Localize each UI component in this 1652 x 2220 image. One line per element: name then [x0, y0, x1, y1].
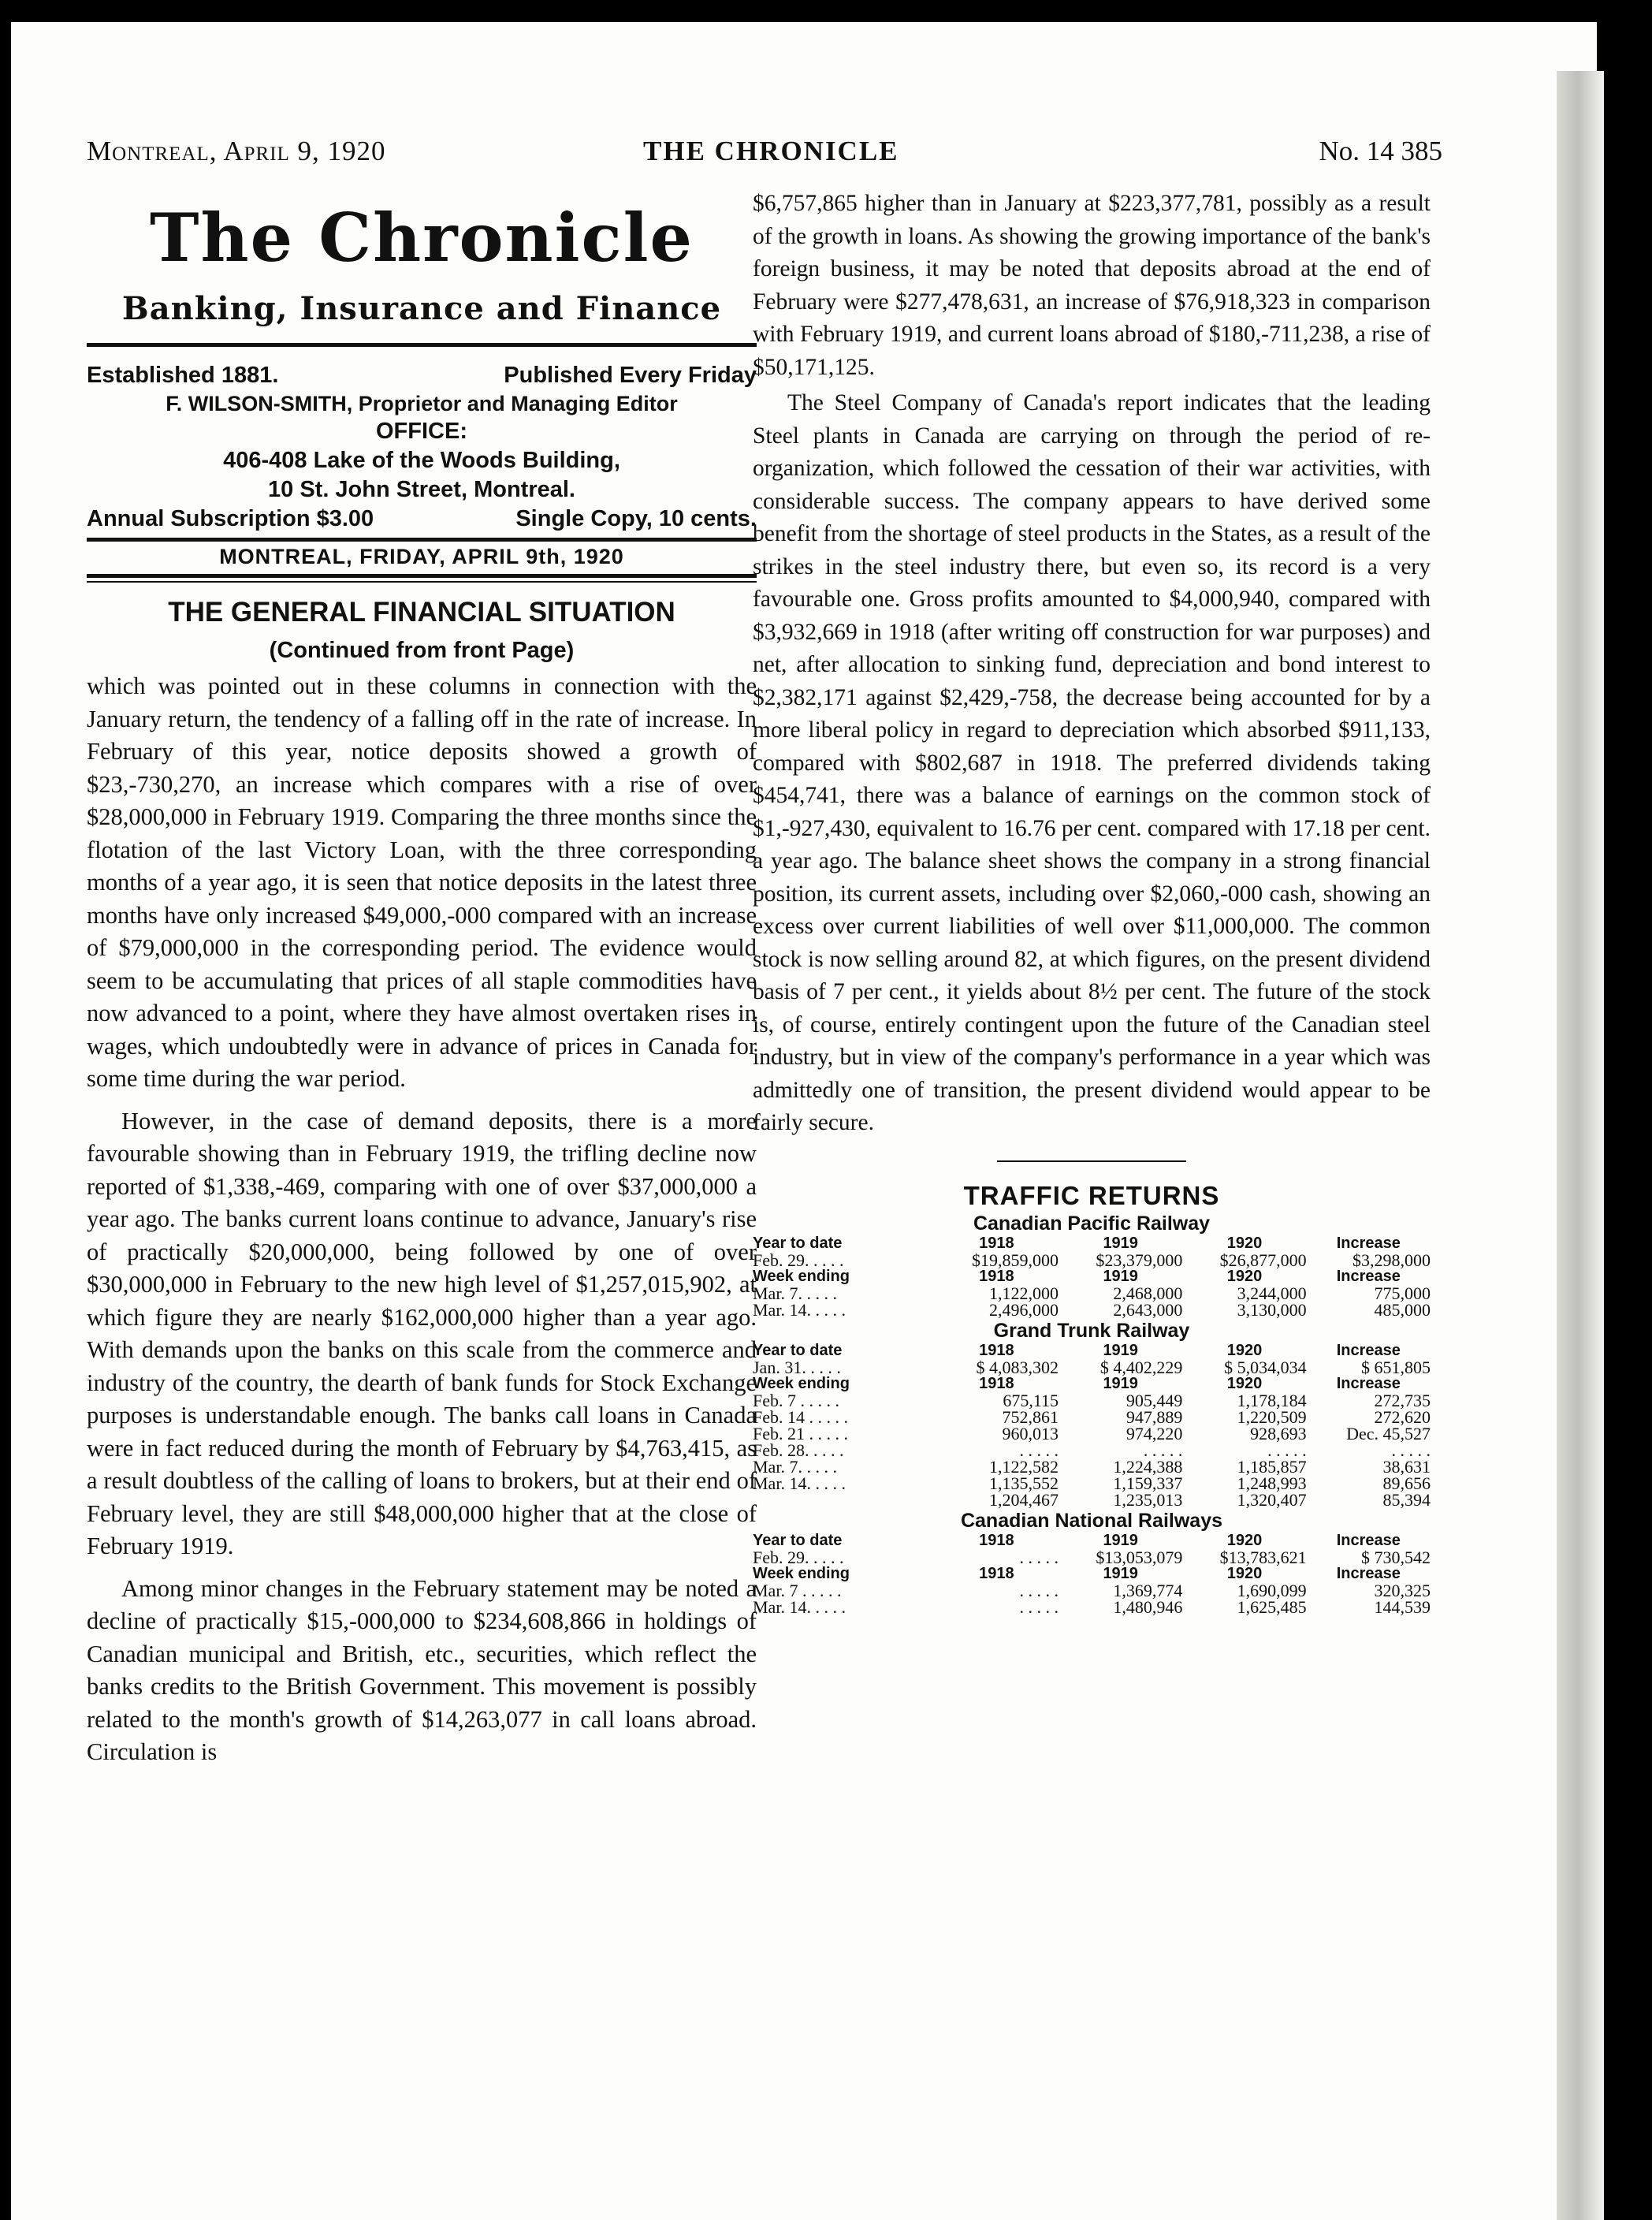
table-cell: 85,394 — [1382, 1489, 1431, 1510]
row-label: Year to date — [753, 1531, 843, 1549]
table-cell: 947,889 — [1126, 1406, 1183, 1427]
table-cell: . . . . . — [1019, 1547, 1059, 1567]
row-label: Mar. 14. . . . . — [753, 1299, 846, 1320]
dateline: MONTREAL, FRIDAY, APRIL 9th, 1920 — [219, 545, 624, 569]
paragraph: which was pointed out in these columns in connection with the January return, the tendency of a falling off in the rate of increase. In February of this year, notice deposits showed a growth of $23,-730,270, an increase which compares with a rise of over $28,000,000 in February 1919. Comparing the three months since the flotation of the last Victory Loan, with the three corresponding months of a year ago, it is seen that notice deposits in the latest three months have only increased $49,000,-000 compared with an increase of $79,000,000 in the corresponding period. The evidence would seem to be accumulating that prices of all staple commodities have now advanced to a point, where they have almost overtaken rises in wages, which undoubtedly were in advance of prices in Canada for some time during the war period. — [87, 672, 757, 1093]
table-cell: 320,325 — [1374, 1580, 1431, 1600]
table-cell: 1918 — [979, 1564, 1014, 1582]
table-cell: . . . . . — [1267, 1440, 1307, 1460]
table-row — [753, 1425, 1431, 1442]
table-cell: 1918 — [979, 1374, 1014, 1392]
row-label: Mar. 7 . . . . . — [753, 1580, 842, 1600]
dateline-rule-bottom — [87, 574, 757, 578]
proprietor: F. WILSON-SMITH, Proprietor and Managing Editor — [166, 391, 678, 415]
row-label: Year to date — [753, 1234, 843, 1252]
paragraph: The Steel Company of Canada's report indicates that the leading Steel plants in Canada are carrying on through the period of re-organization, which followed the cessation of their war activities, with considerable success. The company appears to have derived some benefit from the shortage of steel products in the States, as a result of the strikes in the steel industry there, but even so, its record is a very favourable one. Gross profits amounted to $4,000,940, compared with $3,932,669 in 1918 (after writing off construction for war purposes) and net, after allocation to sinking fund, depreciation and bond interest to $2,382,171 against $2,429,-758, the decrease being accounted for by a more liberal policy in regard to depreciation which absorbed $911,133, compared with $802,687 in 1918. The preferred dividends taking $454,741, there was a balance of earnings on the common stock of $1,-927,430, equivalent to 16.76 per cent. compared with 17.18 per cent. a year ago. The balance sheet shows the company in a strong financial position, its current assets, including over $2,060,-000 cash, showing an excess over current liabilities of well over $11,000,000. The common stock is now selling around 82, at which figures, on the present dividend basis of 7 per cent., it yields about 8½ per cent. The future of the stock is, of course, entirely contingent upon the future of the Canadian steel industry, but in view of the company's performance in a year which was admittedly one of transition, the present dividend would appear to be fairly secure. — [753, 390, 1431, 1135]
table-cell: $ 651,805 — [1361, 1357, 1431, 1377]
table-cell: 1,235,013 — [1113, 1489, 1183, 1510]
running-head-page: No. 14 385 — [1319, 136, 1442, 166]
section-separator — [997, 1160, 1186, 1162]
row-label: Mar. 7. . . . . — [753, 1283, 837, 1303]
table-cell: 2,643,000 — [1113, 1299, 1183, 1320]
table-cell: 1918 — [979, 1234, 1014, 1252]
established: Established 1881. — [87, 363, 279, 388]
table-cell: 1,159,337 — [1113, 1473, 1183, 1493]
subscription-price: Annual Subscription $3.00 — [87, 505, 374, 531]
table-row — [753, 1343, 1431, 1359]
railway-name: Canadian Pacific Railway — [973, 1212, 1211, 1235]
table-cell: 144,539 — [1374, 1596, 1431, 1617]
table-row — [753, 1442, 1431, 1458]
table-row — [753, 1235, 1431, 1252]
table-row — [753, 1252, 1431, 1268]
table-cell: 2,468,000 — [1113, 1283, 1183, 1303]
table-cell: 3,130,000 — [1237, 1299, 1307, 1320]
table-cell: 1,220,509 — [1237, 1406, 1307, 1427]
table-cell: 1,122,582 — [989, 1456, 1059, 1477]
traffic-table — [753, 1533, 1431, 1615]
paragraph: $6,757,865 higher than in January at $223,377,781, possibly as a result of the growth in loans. As showing the growing importance of the bank's foreign business, it may be noted that deposits abroad at the end of February were $277,478,631, an increase of $76,918,323 in comparison with February 1919, and current loans abroad of $180,-711,238, a rise of $50,171,125. — [753, 191, 1431, 380]
table-cell: Increase — [1336, 1374, 1401, 1392]
table-cell: 1919 — [1103, 1341, 1138, 1359]
table-cell: 3,244,000 — [1237, 1283, 1307, 1303]
row-label: Week ending — [753, 1267, 850, 1285]
running-head — [87, 136, 1442, 167]
table-cell: $ 4,402,229 — [1099, 1357, 1183, 1377]
railway-name: Canadian National Railways — [960, 1509, 1223, 1532]
table-cell: 1,178,184 — [1237, 1390, 1307, 1410]
table-cell: 1919 — [1103, 1531, 1138, 1549]
table-cell: 1,135,552 — [989, 1473, 1059, 1493]
table-cell: 1919 — [1103, 1234, 1138, 1252]
table-cell: 1,224,388 — [1113, 1456, 1183, 1477]
row-label — [753, 1492, 935, 1508]
table-cell: 1918 — [979, 1267, 1014, 1285]
row-label: Year to date — [753, 1341, 843, 1359]
masthead-subtitle: Banking, Insurance and Finance — [121, 290, 722, 327]
table-cell: 1920 — [1226, 1374, 1263, 1392]
row-label: Feb. 14 . . . . . — [753, 1406, 848, 1427]
table-cell: $23,379,000 — [1096, 1250, 1183, 1270]
table-row — [753, 1285, 1431, 1302]
table-row — [753, 1582, 1431, 1599]
table-cell: 2,496,000 — [989, 1299, 1059, 1320]
paragraph: However, in the case of demand deposits, there is a more favourable showing than in February 1919, the trifling decline now reported of $1,338,-469, comparing with one of over $37,000,000 a year ago. The banks current loans continue to advance, January's rise of practically $20,000,000, being followed by one of over $30,000,000 in February to the new high level of $1,257,015,902, at which figure they are nearly $162,000,000 higher than a year ago. With demands upon the banks on this scale from the commerce and industry of the country, the dearth of bank funds for Stock Exchange purposes is understandable enough. The banks call loans in Canada were in fact reduced during the month of February by $4,763,415, as a result doubtless of the calling of loans to brokers, but at their end of February level, they are still $48,000,000 higher that at the close of February 1919. — [87, 1107, 757, 1560]
table-row — [753, 1376, 1431, 1392]
table-cell: $26,877,000 — [1219, 1250, 1307, 1270]
table-cell: $13,783,621 — [1219, 1547, 1307, 1567]
running-head-title: THE CHRONICLE — [643, 136, 899, 166]
masthead-rule — [87, 343, 757, 347]
single-copy-price: Single Copy, 10 cents. — [515, 505, 757, 531]
article-body-right — [753, 188, 1431, 1140]
row-label: Feb. 28. . . . . — [753, 1440, 844, 1460]
table-row — [753, 1359, 1431, 1376]
table-cell: 1,369,774 — [1113, 1580, 1183, 1600]
table-cell: Increase — [1336, 1564, 1401, 1582]
table-cell: 485,000 — [1374, 1299, 1431, 1320]
table-cell: $3,298,000 — [1352, 1250, 1431, 1270]
table-cell: 1,248,993 — [1237, 1473, 1307, 1493]
table-row — [753, 1458, 1431, 1475]
row-label: Feb. 21 . . . . . — [753, 1423, 848, 1443]
table-cell: $ 4,083,302 — [976, 1357, 1059, 1377]
table-row — [753, 1475, 1431, 1492]
table-row — [753, 1533, 1431, 1549]
table-cell: 272,620 — [1374, 1406, 1431, 1427]
masthead-row-prices — [87, 505, 757, 534]
table-cell: Increase — [1336, 1267, 1401, 1285]
article-subhead: (Continued from front Page) — [269, 638, 575, 664]
table-row — [753, 1409, 1431, 1425]
table-cell: 1919 — [1103, 1267, 1138, 1285]
table-row — [753, 1268, 1431, 1285]
table-cell: 752,861 — [1002, 1406, 1059, 1427]
table-cell: 1,185,857 — [1237, 1456, 1307, 1477]
row-label: Feb. 29. . . . . — [753, 1250, 844, 1270]
masthead — [87, 199, 757, 327]
row-label: Feb. 7 . . . . . — [753, 1390, 839, 1410]
row-label: Feb. 29. . . . . — [753, 1547, 844, 1567]
row-label: Mar. 7. . . . . — [753, 1456, 837, 1477]
office-label: OFFICE: — [376, 419, 467, 445]
table-cell: . . . . . — [1391, 1440, 1431, 1460]
table-cell: Increase — [1336, 1341, 1401, 1359]
table-row — [753, 1549, 1431, 1566]
table-cell: Increase — [1336, 1531, 1401, 1549]
table-cell: 1920 — [1226, 1234, 1263, 1252]
running-head-date: Montreal, April 9, 1920 — [87, 136, 386, 166]
table-cell: 1919 — [1103, 1374, 1138, 1392]
table-cell: 1919 — [1103, 1564, 1138, 1582]
table-cell: . . . . . — [1019, 1596, 1059, 1617]
row-label: Mar. 14. . . . . — [753, 1473, 846, 1493]
dateline-rule-thin — [87, 581, 757, 583]
table-cell: 38,631 — [1382, 1456, 1431, 1477]
masthead-info — [87, 361, 757, 533]
table-row — [753, 1599, 1431, 1615]
table-cell: 1,625,485 — [1237, 1596, 1307, 1617]
table-cell: $ 5,034,034 — [1224, 1357, 1307, 1377]
table-cell: 1,320,407 — [1237, 1489, 1307, 1510]
page-edge — [1557, 71, 1604, 2220]
address-line-1: 406-408 Lake of the Woods Building, — [223, 447, 620, 473]
traffic-returns-title: TRAFFIC RETURNS — [963, 1180, 1220, 1210]
table-cell: 1,204,467 — [989, 1489, 1059, 1510]
table-cell: 1920 — [1226, 1531, 1263, 1549]
traffic-table — [753, 1235, 1431, 1318]
left-column — [87, 188, 757, 1769]
table-cell: 974,220 — [1126, 1423, 1183, 1443]
published: Published Every Friday — [504, 363, 757, 388]
article-body-left — [87, 670, 757, 1769]
table-cell: 272,735 — [1374, 1390, 1431, 1410]
railway-name: Grand Trunk Railway — [993, 1319, 1190, 1342]
table-cell: 1,690,099 — [1237, 1580, 1307, 1600]
row-label: Week ending — [753, 1564, 850, 1582]
address-line-2: 10 St. John Street, Montreal. — [268, 476, 575, 502]
table-row — [753, 1392, 1431, 1409]
table-cell: . . . . . — [1019, 1440, 1059, 1460]
table-cell: 675,115 — [1003, 1390, 1059, 1410]
article-headline: THE GENERAL FINANCIAL SITUATION — [168, 597, 675, 628]
traffic-table — [753, 1343, 1431, 1508]
masthead-row-1 — [87, 361, 757, 390]
masthead-title: The Chronicle — [150, 199, 694, 277]
paragraph: Among minor changes in the February statement may be noted a decline of practically $15,-000,000 to $234,608,866 in holdings of Canadian municipal and British, etc., securities, which reflect the banks credits to the British Government. This movement is possibly related to the month's growth of $14,263,077 in call loans abroad. Circulation is — [87, 1574, 757, 1766]
table-cell: 1920 — [1226, 1564, 1263, 1582]
table-cell: 775,000 — [1374, 1283, 1431, 1303]
row-label: Mar. 14. . . . . — [753, 1596, 846, 1617]
table-cell: 89,656 — [1382, 1473, 1431, 1493]
table-cell: Increase — [1336, 1234, 1401, 1252]
table-cell: . . . . . — [1019, 1580, 1059, 1600]
table-cell: 1,480,946 — [1113, 1596, 1183, 1617]
table-cell: 960,013 — [1002, 1423, 1059, 1443]
table-cell: 1918 — [979, 1531, 1014, 1549]
table-row — [753, 1492, 1431, 1508]
table-cell: 905,449 — [1126, 1390, 1183, 1410]
row-label: Week ending — [753, 1374, 850, 1392]
table-cell: . . . . . — [1143, 1440, 1183, 1460]
table-row — [753, 1566, 1431, 1582]
table-cell: $ 730,542 — [1361, 1547, 1431, 1567]
table-cell: Dec. 45,527 — [1346, 1423, 1431, 1443]
table-cell: 1920 — [1226, 1341, 1263, 1359]
table-cell: 1,122,000 — [989, 1283, 1059, 1303]
newspaper-page — [47, 0, 1545, 2198]
traffic-returns — [753, 1212, 1431, 1615]
table-cell: 1920 — [1226, 1267, 1263, 1285]
table-cell: 1918 — [979, 1341, 1014, 1359]
right-column — [753, 188, 1431, 1615]
row-label: Jan. 31. . . . . — [753, 1357, 841, 1377]
table-cell: $19,859,000 — [972, 1250, 1059, 1270]
table-row — [753, 1302, 1431, 1318]
table-cell: $13,053,079 — [1096, 1547, 1183, 1567]
table-cell: 928,693 — [1250, 1423, 1307, 1443]
